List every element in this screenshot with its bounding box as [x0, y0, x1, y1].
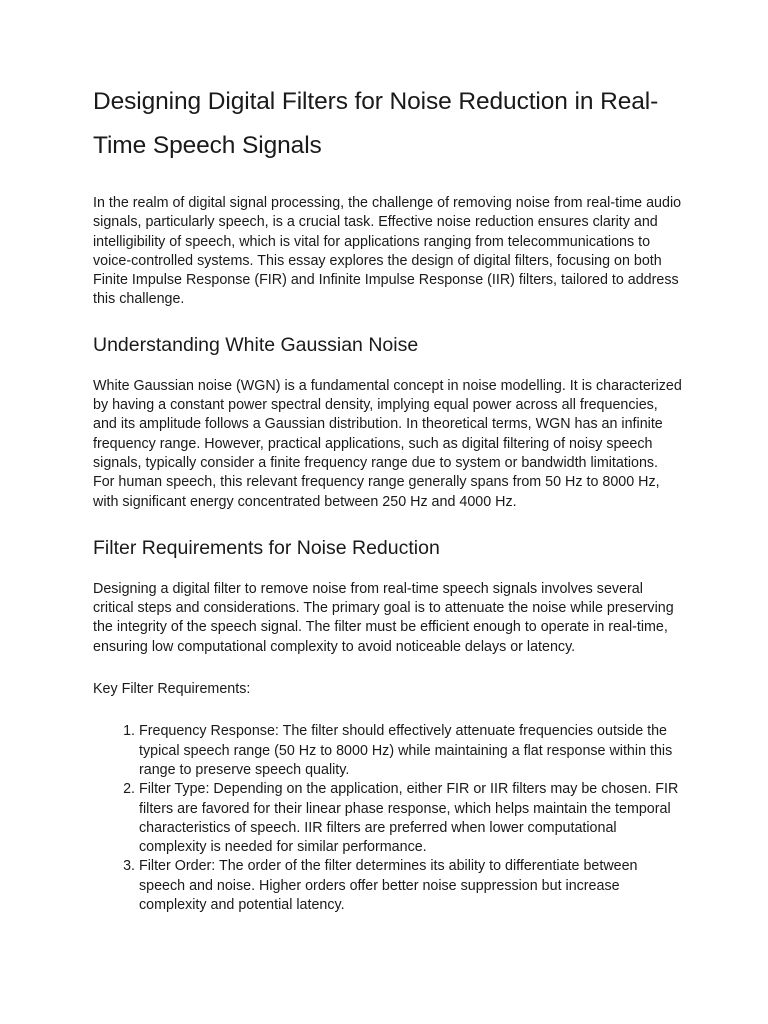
requirements-list: [93, 722, 683, 915]
intro-paragraph: In the realm of digital signal processing, the challenge of removing noise from real-time audio signals, particularly speech, is a crucial task. Effective noise reduction ensures clarity and intelligibility of speech, which is vital for applications ranging from telecommunications to voice-controlled systems. This essay explores the design of digital filters, focusing on both Finite Impulse Response (FIR) and Infinite Impulse Response (IIR) filters, tailored to address this challenge.: [93, 195, 682, 308]
list-item: 3. Filter Order: The order of the filter determines its ability to differentiate between speech and noise. Higher orders offer better noise suppression but increase complexity and potential latency.: [139, 857, 683, 915]
filter-requirements-paragraph: Designing a digital filter to remove noise from real-time speech signals involves several critical steps and considerations. The primary goal is to attenuate the noise while preserving the integrity of the speech signal. The filter must be efficient enough to operate in real-time, ensuring low computational complexity to avoid noticeable delays or latency.: [93, 580, 674, 655]
list-item: 2. Filter Type: Depending on the application, either FIR or IIR filters may be chosen. FIR filters are favored for their linear phase response, which helps maintain the temporal characteristics of speech. IIR filters are preferred when lower computational complexity is needed for similar performance.: [139, 780, 683, 857]
white-gaussian-noise-paragraph: White Gaussian noise (WGN) is a fundamental concept in noise modelling. It is characterized by having a constant power spectral density, implying equal power across all frequencies, and its amplitude follows a Gaussian distribution. In theoretical terms, WGN has an infinite frequency range. However, practical applications, such as digital filtering of noisy speech signals, typically consider a finite frequency range due to system or bandwidth limitations. For human speech, this relevant frequency range generally spans from 50 Hz to 8000 Hz, with significant energy concentrated between 250 Hz and 4000 Hz.: [93, 377, 682, 510]
key-requirements-label: Key Filter Requirements:: [93, 681, 251, 698]
section-heading-filter-requirements: Filter Requirements for Noise Reduction: [93, 536, 440, 559]
list-item: 1. Frequency Response: The filter should effectively attenuate frequencies outside the typical speech range (50 Hz to 8000 Hz) while maintaining a flat response within this range to preserve speech quality.: [139, 722, 683, 780]
document-page: [93, 80, 683, 915]
document-title: Designing Digital Filters for Noise Reduction in Real-Time Speech Signals: [93, 88, 659, 159]
section-heading-white-gaussian-noise: Understanding White Gaussian Noise: [93, 333, 419, 356]
